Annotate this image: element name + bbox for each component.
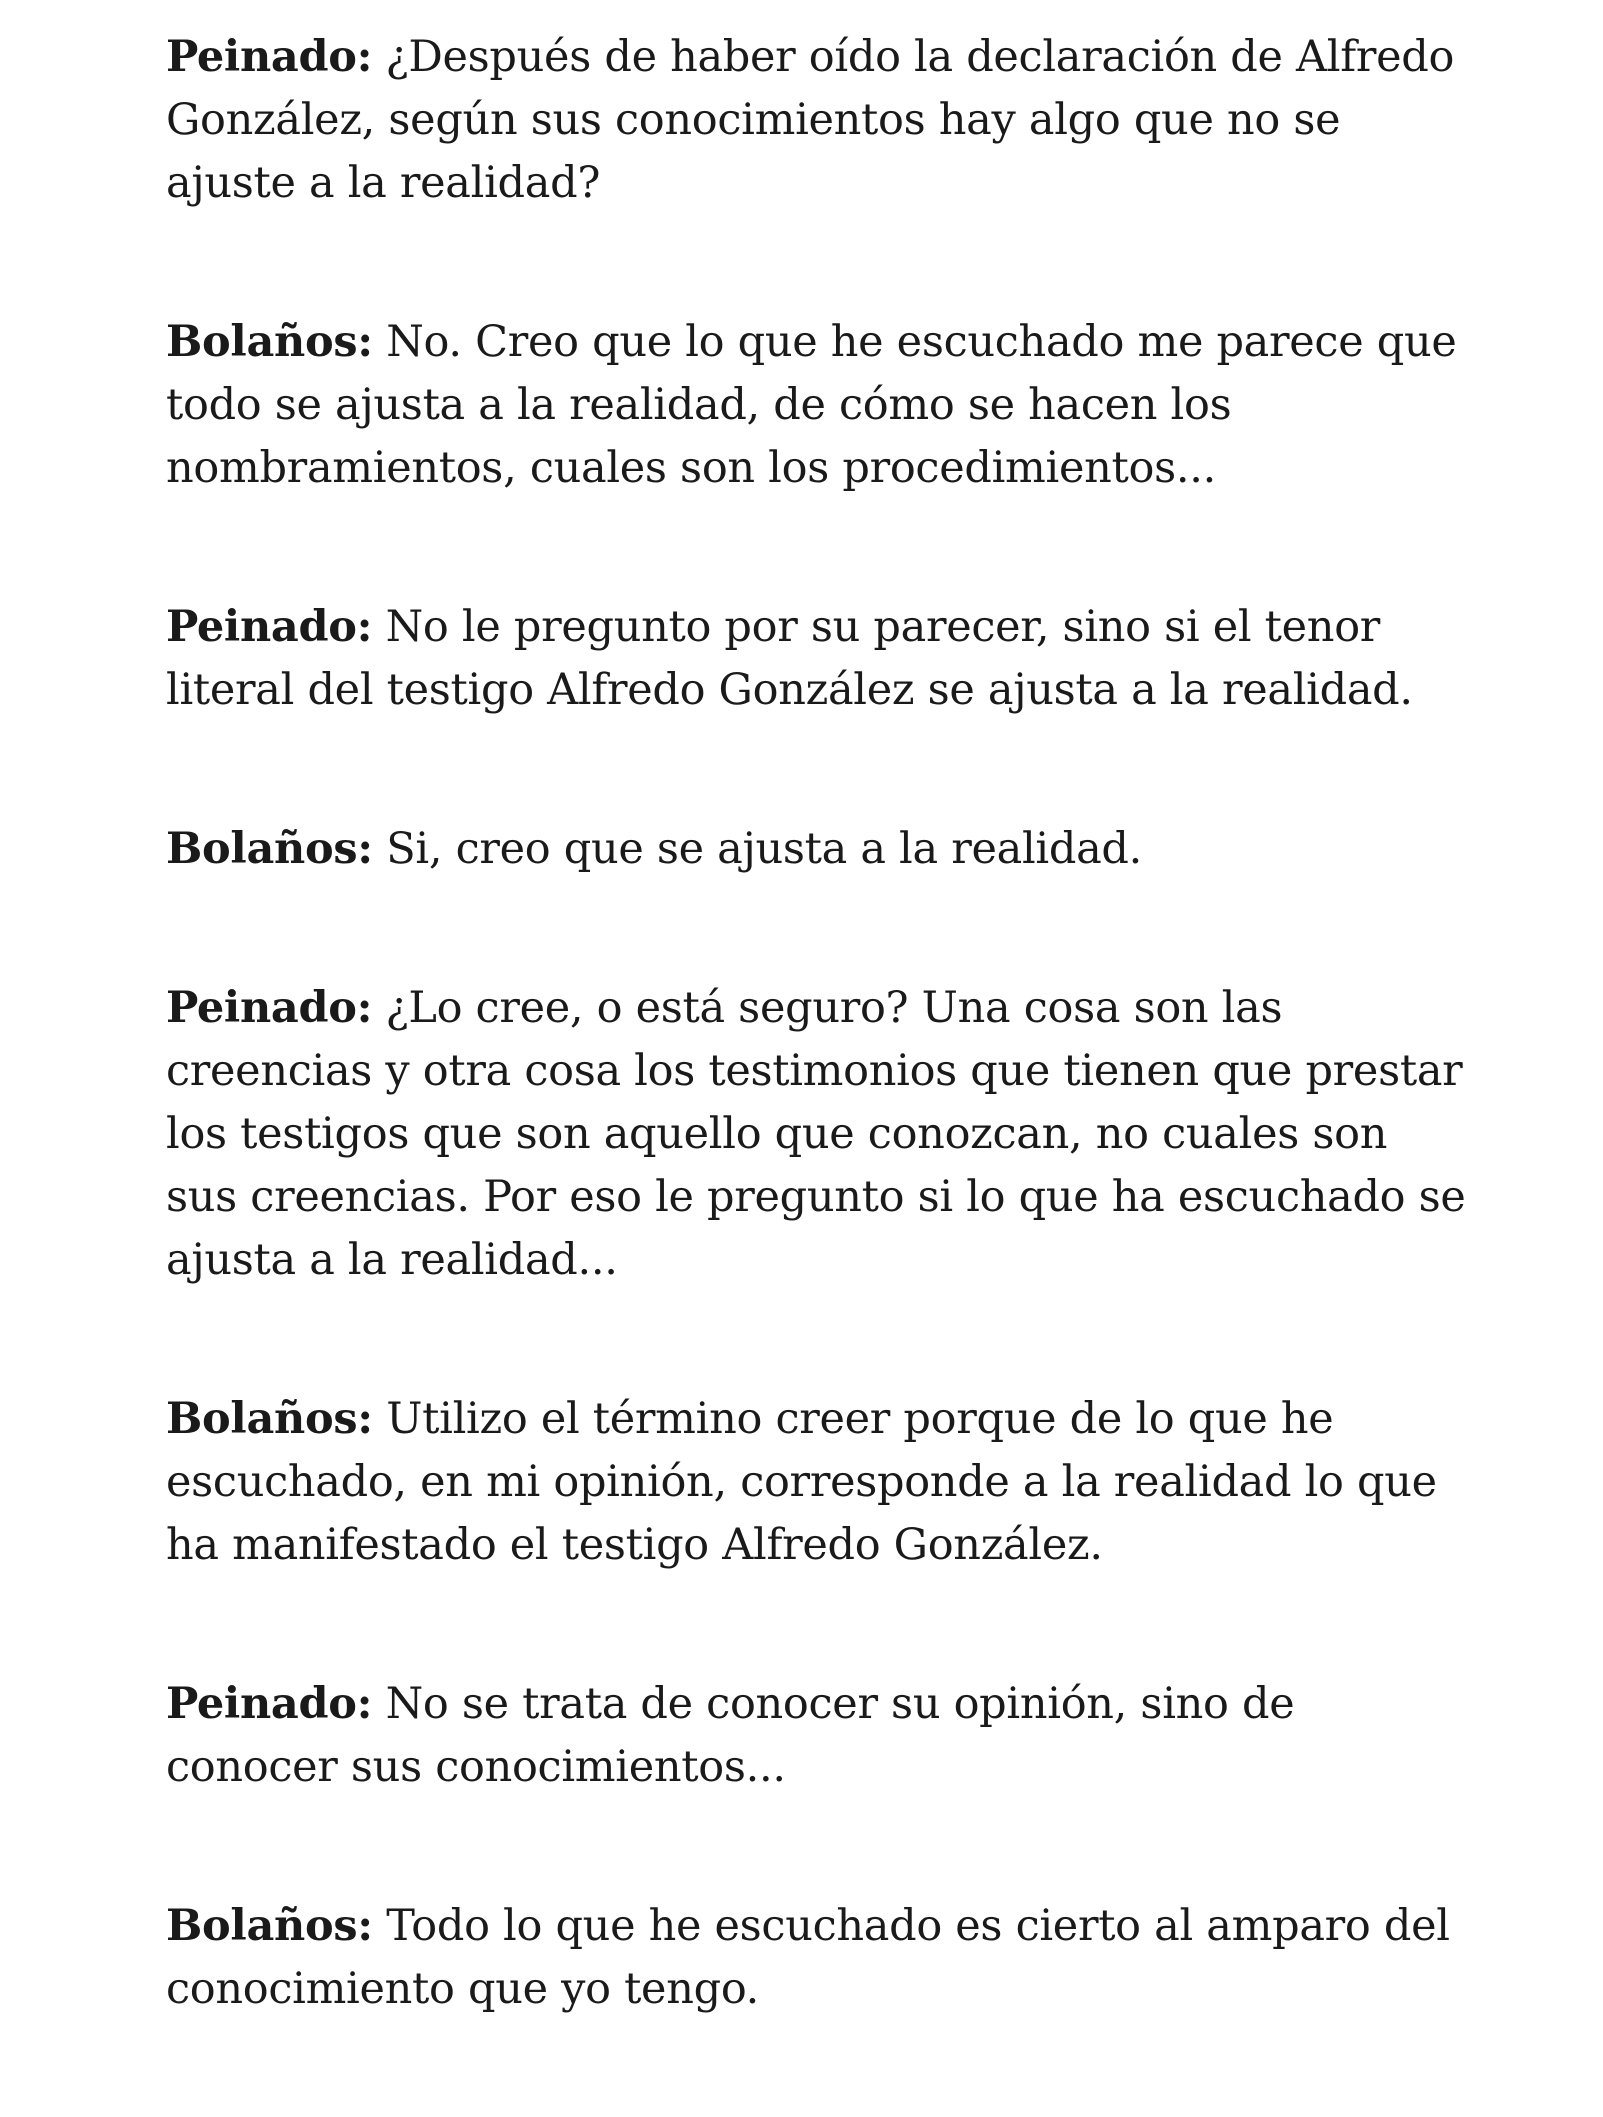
speaker-name: Bolaños: bbox=[166, 1394, 373, 1444]
statement: Si, creo que se ajusta a la realidad. bbox=[386, 824, 1143, 874]
transcript-entry bbox=[166, 26, 1466, 215]
statement: Utilizo el término creer porque de lo que he escuchado, en mi opinión, corresponde a la realidad lo que ha manifestado el testigo Alfredo González. bbox=[166, 1394, 1437, 1570]
transcript-entry bbox=[166, 1895, 1466, 2021]
transcript-entry bbox=[166, 1673, 1466, 1799]
speaker-name: Peinado: bbox=[166, 1679, 373, 1729]
transcript bbox=[166, 26, 1466, 2117]
transcript-entry bbox=[166, 596, 1466, 722]
transcript-entry bbox=[166, 1388, 1466, 1577]
statement: Todo lo que he escuchado es cierto al amparo del conocimiento que yo tengo. bbox=[166, 1901, 1450, 2014]
speaker-name: Peinado: bbox=[166, 602, 373, 652]
transcript-entry bbox=[166, 977, 1466, 1292]
speaker-name: Bolaños: bbox=[166, 317, 373, 367]
statement: No. Creo que lo que he escuchado me parece que todo se ajusta a la realidad, de cómo se hacen los nombramientos, cuales son los procedimientos... bbox=[166, 317, 1457, 493]
statement: No se trata de conocer su opinión, sino de conocer sus conocimientos... bbox=[166, 1679, 1295, 1792]
transcript-entry bbox=[166, 818, 1466, 881]
statement: ¿Después de haber oído la declaración de Alfredo González, según sus conocimientos hay algo que no se ajuste a la realidad? bbox=[166, 32, 1455, 208]
statement: No le pregunto por su parecer, sino si el tenor literal del testigo Alfredo González se ajusta a la realidad. bbox=[166, 602, 1413, 715]
transcript-entry bbox=[166, 311, 1466, 500]
statement: ¿Lo cree, o está seguro? Una cosa son las creencias y otra cosa los testimonios que tienen que prestar los testigos que son aquello que conozcan, no cuales son sus creencias. Por eso le pregunto si lo que ha escuchado se ajusta a la realidad... bbox=[166, 983, 1466, 1285]
speaker-name: Bolaños: bbox=[166, 1901, 373, 1951]
speaker-name: Bolaños: bbox=[166, 824, 373, 874]
speaker-name: Peinado: bbox=[166, 32, 373, 82]
speaker-name: Peinado: bbox=[166, 983, 373, 1033]
